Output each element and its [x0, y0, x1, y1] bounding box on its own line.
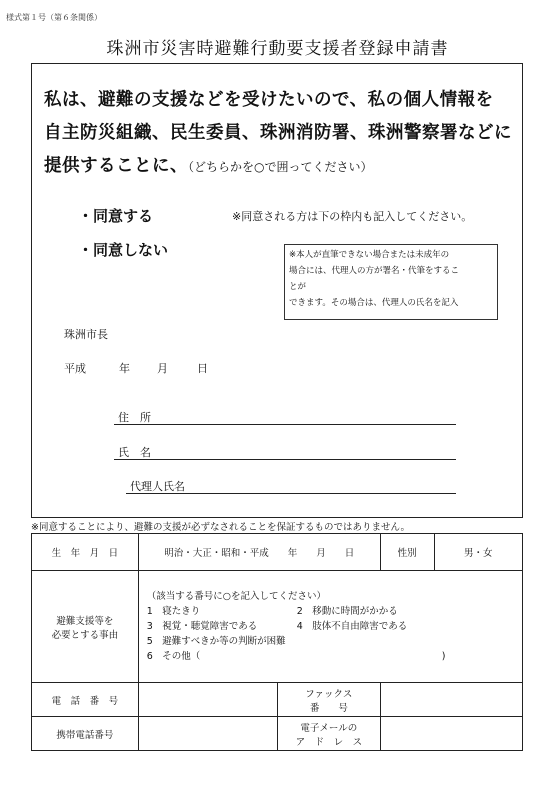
fax-label-line: 番 号	[309, 702, 348, 714]
date-era: 平成	[64, 362, 86, 375]
reason-label	[32, 571, 139, 683]
proxy-note-line: 場合には、代理人の方が署名・代筆をするこ	[289, 266, 460, 276]
option-disagree[interactable]: ・同意しない	[78, 241, 169, 259]
consent-line-3-text: 提供することに、	[44, 156, 188, 176]
fax-label-line: ファックス	[305, 688, 353, 700]
reason-label-line: 必要とする事由	[51, 629, 119, 641]
reason-option-3[interactable]: 3 視覚・聴覚障害である	[146, 621, 258, 632]
consent-line-3	[44, 150, 516, 184]
proxy-note-line: ※本人が直筆できない場合または未成年の	[289, 250, 450, 260]
email-label-line: ア ド レ ス	[295, 736, 363, 748]
mobile-field[interactable]	[138, 717, 277, 751]
consent-box	[31, 63, 523, 518]
address-label: 住 所	[118, 411, 151, 424]
consent-line-2: 自主防災組織、民生委員、珠洲消防署、珠洲警察署などに	[44, 123, 512, 143]
date-day-label: 日	[197, 362, 208, 375]
birthdate-label: 生 年 月 日	[32, 534, 139, 571]
consent-statement	[44, 84, 516, 184]
table-row	[32, 717, 523, 751]
table-row	[32, 683, 523, 717]
fax-label	[278, 683, 381, 717]
reason-option-4[interactable]: 4 肢体不自由障害である	[296, 621, 408, 632]
email-label-line: 電子メールの	[300, 722, 358, 734]
proxy-name-label: 代理人氏名	[130, 480, 185, 493]
disclaimer: ※同意することにより、避難の支援が必ずなされることを保証するものではありません。	[31, 522, 411, 533]
reason-option-1[interactable]: 1 寝たきり	[146, 606, 201, 617]
reason-options	[138, 571, 522, 683]
proxy-note-line: できます。その場合は、代理人の氏名を記入	[289, 298, 459, 308]
address-field[interactable]	[114, 424, 456, 425]
phone-label: 電 話 番 号	[32, 683, 139, 717]
name-field[interactable]	[114, 459, 456, 460]
proxy-name-field[interactable]	[126, 493, 456, 494]
gender-field[interactable]: 男・女	[434, 534, 522, 571]
reason-instruction: （該当する番号に○を記入してください）	[146, 591, 327, 602]
fax-field[interactable]	[380, 683, 522, 717]
email-label	[278, 717, 381, 751]
option-agree[interactable]: ・同意する	[78, 207, 154, 225]
mobile-label: 携帯電話番号	[32, 717, 139, 751]
email-field[interactable]	[380, 717, 522, 751]
phone-field[interactable]	[138, 683, 277, 717]
info-table	[31, 533, 523, 751]
consent-instruction: （どちらかを○で囲ってください）	[188, 160, 373, 174]
page-title: 珠洲市災害時避難行動要支援者登録申請書	[106, 39, 449, 59]
reason-option-2[interactable]: 2 移動に時間がかかる	[296, 606, 398, 617]
reason-option-5[interactable]: 5 避難すべきか等の判断が困難	[146, 636, 286, 647]
reason-label-line: 避難支援等を	[56, 615, 114, 627]
other-close-paren: )	[441, 651, 446, 662]
addressee-mayor: 珠洲市長	[64, 328, 108, 341]
date-year-label: 年	[119, 362, 130, 375]
gender-label: 性別	[380, 534, 434, 571]
table-row	[32, 534, 523, 571]
table-row	[32, 571, 523, 683]
birthdate-field[interactable]: 明治・大正・昭和・平成 年 月 日	[138, 534, 380, 571]
agree-note: ※同意される方は下の枠内も記入してください。	[232, 210, 473, 223]
consent-line-1: 私は、避難の支援などを受けたいので、私の個人情報を	[44, 90, 494, 110]
proxy-note-box	[284, 244, 498, 320]
name-label: 氏 名	[118, 446, 151, 459]
date-month-label: 月	[157, 362, 168, 375]
reason-option-6[interactable]: 6 その他（	[146, 651, 201, 662]
proxy-note-line: とが	[289, 282, 307, 292]
form-number: 様式第１号（第６条関係）	[6, 13, 102, 22]
